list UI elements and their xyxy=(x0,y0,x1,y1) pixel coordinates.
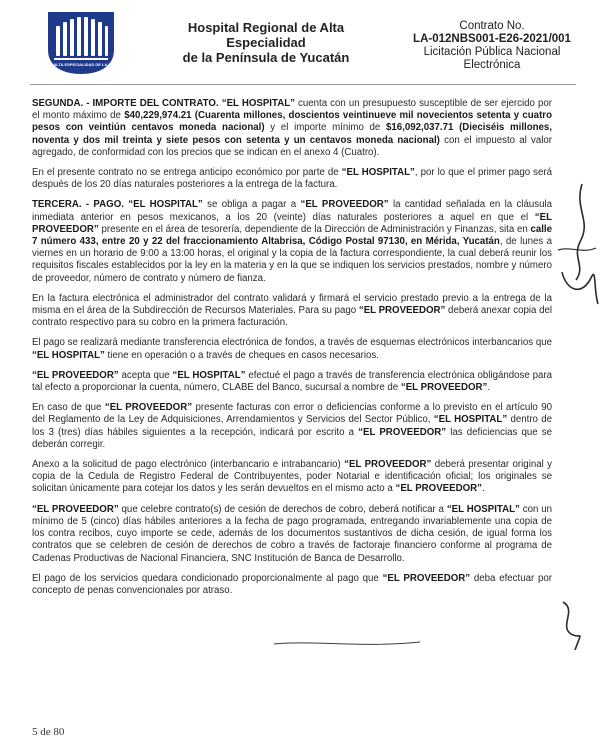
text-span: la cantidad señalada en la cláusula inmediata anterior en pesos mexicanos, a los 20 (veinte) días naturales posteriores a aquel en que el xyxy=(32,199,552,223)
maximum-amount: $40,229,974.21 (Cuarenta millones, doscientos veintinueve mil novecientos setenta y cuatro pesos con veintiún centavos moneda nacional) xyxy=(32,110,552,134)
party-name: “EL HOSPITAL” xyxy=(221,98,295,109)
text-span: Anexo a la solicitud de pago electrónico (interbancario e intrabancario) xyxy=(32,459,341,471)
party-name: “EL PROVEEDOR” xyxy=(32,211,552,235)
text-span: con el impuesto al valor agregado, de conformidad con los precios que se indican en el anexo 4 (Cuatro). xyxy=(32,134,552,158)
party-name: “EL PROVEEDOR” xyxy=(358,426,447,438)
header-divider xyxy=(30,84,576,85)
page-number: 5 de 80 xyxy=(32,726,65,738)
text-span: y el importe mínimo de xyxy=(264,122,387,134)
text-span: dentro de los 3 (tres) días hábiles siguientes a la recepción, indicará por escrito a xyxy=(32,414,552,438)
party-name: “EL HOSPITAL” xyxy=(128,199,203,211)
text-span: , por lo que el primer pago será después de los 20 días naturales posteriores a la entrega de la factura. xyxy=(32,167,552,191)
tender-line-1: Licitación Pública Nacional xyxy=(423,46,561,58)
text-span: En caso de que xyxy=(32,402,105,414)
party-name: “EL HOSPITAL” xyxy=(32,349,105,361)
payment-method-paragraph xyxy=(32,337,552,361)
text-span: El pago se realizará mediante transferencia electrónica de fondos, a través de esquemas electrónicos interbancarios que xyxy=(32,337,552,349)
logo-caption: HOSPITAL REGIONAL DE ALTA ESPECIALIDAD DE LA PENÍNSULA DE YUCATÁN xyxy=(3,62,159,67)
party-name: “EL PROVEEDOR” xyxy=(104,402,193,414)
address: calle 7 número 433, entre 20 y 22 del fraccionamiento Altabrisa, Código Postal 97130, en Mérida, Yucatán xyxy=(32,223,552,248)
text-span: efectué el pago a través de transferencia electrónica obligándose para tal efecto a proporcionar la cuenta, número, CLABE del Banco, sucursal a nombre de xyxy=(32,369,552,394)
text-span: acepta que xyxy=(118,369,173,381)
clause-segunda-paragraph xyxy=(32,98,552,159)
party-name: “EL PROVEEDOR” xyxy=(32,503,119,515)
text-span: presente facturas con error o deficiencias conforme a lo previsto en el artículo 90 del Reglamento de la Ley de Adquisiciones, Arrendamientos y Servicios del Sector Público, xyxy=(32,402,552,426)
party-name: “EL PROVEEDOR” xyxy=(382,572,471,584)
underline-scribble xyxy=(272,636,422,650)
text-span: cuenta con un presupuesto susceptible de ser ejercido por el monto máximo de xyxy=(32,98,552,122)
payment-documents-paragraph xyxy=(32,459,552,496)
signature-mark-lower xyxy=(553,598,593,658)
invoice-validation-paragraph xyxy=(32,293,552,330)
text-span: tiene en operación o a través de cheques en casos necesarios. xyxy=(104,349,379,361)
party-name: “EL HOSPITAL” xyxy=(433,414,508,426)
text-span: presente en el área de tesorería, dependiente de la Dirección de Administración y Finanzas, sita en xyxy=(98,223,531,235)
text-span: deba efectuar por concepto de penas convencionales por atraso. xyxy=(32,572,552,596)
party-name: “EL PROVEEDOR” xyxy=(395,483,482,495)
text-span: . xyxy=(487,382,491,394)
party-name: “EL PROVEEDOR” xyxy=(300,199,389,211)
party-name: “EL PROVEEDOR” xyxy=(32,369,119,381)
text-span: . xyxy=(481,483,485,495)
document-header xyxy=(3,6,576,82)
text-span: se obliga a pagar a xyxy=(202,199,301,211)
hospital-title xyxy=(158,20,374,65)
text-span: las deficiencias que se deberán corregir. xyxy=(32,426,553,450)
contract-info xyxy=(412,20,572,72)
bank-details-paragraph xyxy=(32,370,552,394)
party-name: “EL HOSPITAL” xyxy=(446,503,520,515)
text-span: El pago de los servicios quedara condicionado proporcionalmente al pago que xyxy=(32,572,383,584)
text-span: con un mínimo de 5 (cinco) días hábiles anteriores a la fecha de pago programada, entregando invariablemente una copia de los contra recibos, cuyo importe se cede, además de los documentos sustantivos de dicha cesión, de igual forma los contratos que se celebren de cesión de derechos de cobro a través de factoraje financiero conforme al programa de Cadenas Productivas de Nacional Financiera, SNC Institución de Banca de Desarrollo. xyxy=(32,503,552,564)
party-name: “EL HOSPITAL” xyxy=(172,369,246,381)
text-span: En la factura electrónica el administrador del contrato validará y firmará el servicio prestado previo a la entrega de la misma en el área de la Subdirección de Recursos Materiales. Para su pago xyxy=(32,292,552,317)
clause-heading: TERCERA. - PAGO. xyxy=(32,199,124,211)
text-span: , de lunes a viernes en un horario de 9:00 a 13:00 horas, el original y la copia de la factura correspondiente, la cual deberá reunir los requisitos fiscales establecidos por la ley en la materia y en la que se indiquen los servicios prestados, nombre y número de proveedor, número de contrato y número de fianza. xyxy=(32,236,552,284)
party-name: “EL PROVEEDOR” xyxy=(400,382,488,394)
text-span: deberá anexar copia del contrato respectivo para su cobro en la primera facturación. xyxy=(32,305,552,329)
hospital-logo-icon xyxy=(3,8,159,80)
tender-line-2: Electrónica xyxy=(463,59,521,71)
no-advance-paragraph xyxy=(32,167,552,191)
penalties-paragraph xyxy=(32,573,552,597)
hospital-logo xyxy=(3,8,159,80)
title-line-1: Hospital Regional de Alta Especialidad xyxy=(187,20,345,50)
clause-heading: SEGUNDA. - IMPORTE DEL CONTRATO. xyxy=(32,98,219,109)
assignment-rights-paragraph xyxy=(32,504,552,565)
contract-label: Contrato No. xyxy=(459,20,525,32)
title-line-2: de la Península de Yucatán xyxy=(182,50,350,65)
text-span: En el presente contrato no se entrega anticipo económico por parte de xyxy=(32,167,342,179)
text-span: que celebre contrato(s) de cesión de derechos de cobro, deberá notificar a xyxy=(118,503,447,515)
party-name: “EL HOSPITAL” xyxy=(341,167,415,179)
party-name: “EL PROVEEDOR” xyxy=(358,305,446,317)
signature-mark-upper xyxy=(552,180,604,320)
minimum-amount: $16,092,037.71 (Dieciséis millones, noventa y dos mil treinta y siete pesos con setenta y un centavos moneda nacional) xyxy=(32,122,553,146)
clause-tercera-paragraph xyxy=(32,199,552,284)
party-name: “EL PROVEEDOR” xyxy=(344,459,432,471)
text-span: deberá presentar original y copia de la Cedula de Registro Federal de Contribuyentes, poder Notarial e identificación oficial; los originales se solicitan únicamente para cotejar los datos y les serán devueltos en el mismo acto a xyxy=(32,459,552,495)
invoice-errors-paragraph xyxy=(32,402,552,451)
contract-number: LA-012NBS001-E26-2021/001 xyxy=(413,33,571,45)
document-body xyxy=(32,98,552,605)
